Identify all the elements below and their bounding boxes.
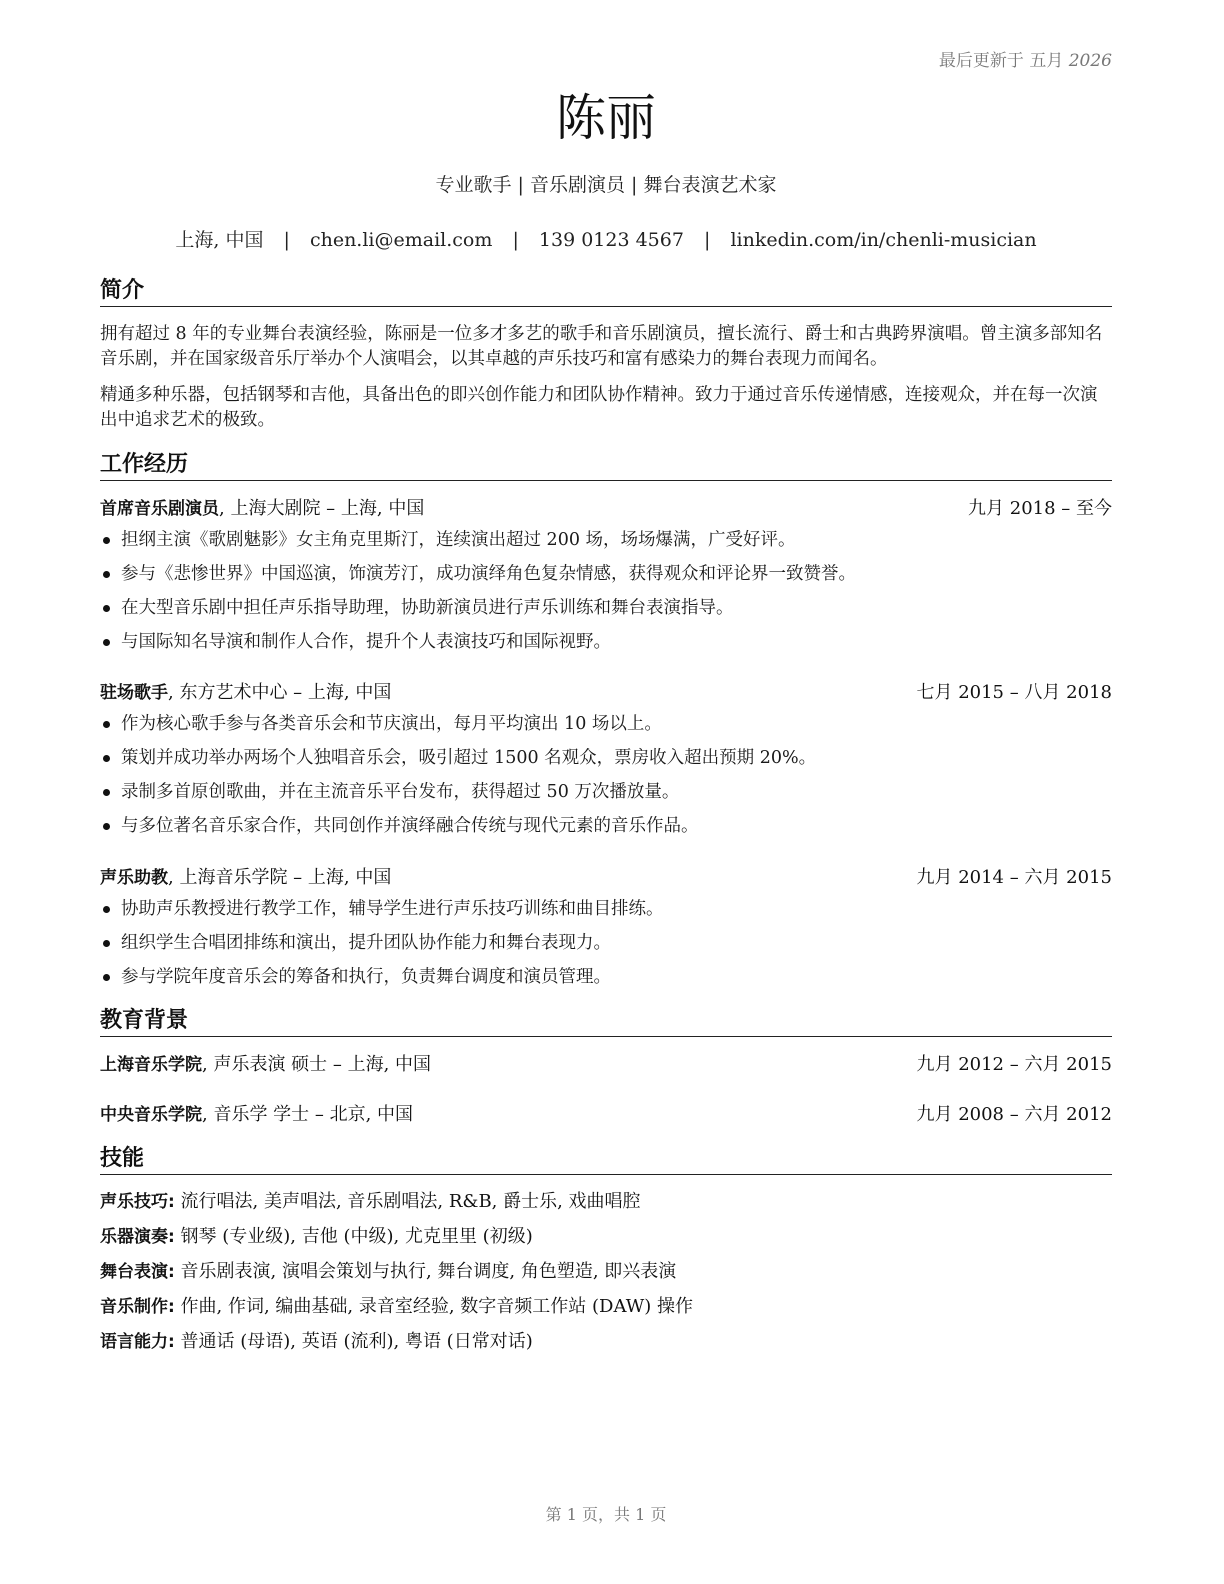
contact-email[interactable]: chen.li@email.com xyxy=(309,229,493,251)
job-header xyxy=(100,680,1112,706)
skill-row xyxy=(100,1292,1112,1322)
school-name: 中央音乐学院 xyxy=(100,1105,202,1125)
skill-row xyxy=(100,1222,1112,1252)
section-title-skills: 技能 xyxy=(100,1145,1112,1175)
job-header xyxy=(100,496,1112,522)
last-updated-prefix: 最后更新于 xyxy=(938,51,1024,71)
skill-category: 音乐制作: xyxy=(100,1297,175,1317)
education-dates: 九月 2008 – 六月 2012 xyxy=(916,1104,1112,1125)
job-header xyxy=(100,865,1112,891)
list-item: 在大型音乐剧中担任声乐指导助理，协助新演员进行声乐训练和舞台表演指导。 xyxy=(100,595,1112,629)
job-org: , 上海大剧院 – 上海, 中国 xyxy=(219,498,425,519)
last-updated-month: 五月 xyxy=(1029,51,1064,71)
contact-phone: 139 0123 4567 xyxy=(538,229,684,251)
skill-category: 乐器演奏: xyxy=(100,1227,175,1247)
contact-separator: | xyxy=(512,229,519,251)
job-dates: 七月 2015 – 八月 2018 xyxy=(916,682,1112,703)
contact-separator: | xyxy=(704,229,711,251)
degree-detail: , 音乐学 学士 – 北京, 中国 xyxy=(202,1104,414,1125)
contact-location: 上海, 中国 xyxy=(175,229,264,251)
skill-items: 音乐剧表演, 演唱会策划与执行, 舞台调度, 角色塑造, 即兴表演 xyxy=(174,1261,677,1282)
list-item: 参与《悲惨世界》中国巡演，饰演芳汀，成功演绎角色复杂情感，获得观众和评论界一致赞誉。 xyxy=(100,561,1112,595)
candidate-name: 陈丽 xyxy=(556,89,656,147)
skill-items: 钢琴 (专业级), 吉他 (中级), 尤克里里 (初级) xyxy=(174,1226,533,1247)
job-bullets xyxy=(100,527,1112,663)
list-item: 作为核心歌手参与各类音乐会和节庆演出，每月平均演出 10 场以上。 xyxy=(100,711,1112,745)
job-dates: 九月 2014 – 六月 2015 xyxy=(916,867,1112,888)
job-role: 驻场歌手 xyxy=(100,683,168,703)
section-title-education: 教育背景 xyxy=(100,1007,1112,1037)
list-item: 协助声乐教授进行教学工作，辅导学生进行声乐技巧训练和曲目排练。 xyxy=(100,896,1112,930)
school-name: 上海音乐学院 xyxy=(100,1055,202,1075)
list-item: 担纲主演《歌剧魅影》女主角克里斯汀，连续演出超过 200 场，场场爆满，广受好评。 xyxy=(100,527,1112,561)
list-item: 与国际知名导演和制作人合作，提升个人表演技巧和国际视野。 xyxy=(100,629,1112,663)
page-footer: 第 1 页，共 1 页 xyxy=(545,1505,667,1524)
job-org: , 东方艺术中心 – 上海, 中国 xyxy=(168,682,392,703)
degree-detail: , 声乐表演 硕士 – 上海, 中国 xyxy=(202,1054,432,1075)
job-dates: 九月 2018 – 至今 xyxy=(968,498,1112,519)
skill-category: 舞台表演: xyxy=(100,1262,175,1282)
contact-separator: | xyxy=(283,229,290,251)
last-updated xyxy=(939,46,1112,71)
job-role: 首席音乐剧演员 xyxy=(100,499,219,519)
education-item xyxy=(100,1102,1112,1128)
list-item: 与多位著名音乐家合作，共同创作并演绎融合传统与现代元素的音乐作品。 xyxy=(100,813,1112,847)
skill-row xyxy=(100,1257,1112,1287)
skill-items: 流行唱法, 美声唱法, 音乐剧唱法, R&B, 爵士乐, 戏曲唱腔 xyxy=(174,1191,641,1212)
list-item: 参与学院年度音乐会的筹备和执行，负责舞台调度和演员管理。 xyxy=(100,964,1112,998)
list-item: 组织学生合唱团排练和演出，提升团队协作能力和舞台表现力。 xyxy=(100,930,1112,964)
job-bullets xyxy=(100,711,1112,847)
education-dates: 九月 2012 – 六月 2015 xyxy=(916,1054,1112,1075)
job-role: 声乐助教 xyxy=(100,868,168,888)
job-bullets xyxy=(100,896,1112,998)
list-item: 录制多首原创歌曲，并在主流音乐平台发布，获得超过 50 万次播放量。 xyxy=(100,779,1112,813)
education-item xyxy=(100,1052,1112,1078)
resume-page xyxy=(100,0,1112,1584)
job-org: , 上海音乐学院 – 上海, 中国 xyxy=(168,867,392,888)
summary-paragraph: 精通多种乐器，包括钢琴和吉他，具备出色的即兴创作能力和团队协作精神。致力于通过音乐传递情感，连接观众，并在每一次演出中追求艺术的极致。 xyxy=(100,385,1098,430)
tagline: 专业歌手 | 音乐剧演员 | 舞台表演艺术家 xyxy=(435,174,777,196)
contact-line xyxy=(100,225,1112,252)
list-item: 策划并成功举办两场个人独唱音乐会，吸引超过 1500 名观众，票房收入超出预期 20%。 xyxy=(100,745,1112,779)
section-title-summary: 简介 xyxy=(100,277,1112,307)
section-title-experience: 工作经历 xyxy=(100,451,1112,481)
skill-items: 作曲, 作词, 编曲基础, 录音室经验, 数字音频工作站 (DAW) 操作 xyxy=(174,1296,693,1317)
skill-row xyxy=(100,1327,1112,1357)
skill-category: 语言能力: xyxy=(100,1332,175,1352)
last-updated-year: 2026 xyxy=(1068,51,1112,71)
contact-linkedin[interactable]: linkedin.com/in/chenli-musician xyxy=(730,229,1037,251)
skill-row xyxy=(100,1187,1112,1217)
skill-category: 声乐技巧: xyxy=(100,1192,175,1212)
summary-paragraph: 拥有超过 8 年的专业舞台表演经验，陈丽是一位多才多艺的歌手和音乐剧演员，擅长流行、爵士和古典跨界演唱。曾主演多部知名音乐剧，并在国家级音乐厅举办个人演唱会，以其卓越的声乐技巧和富有感染力的舞台表现力而闻名。 xyxy=(100,324,1103,369)
skill-items: 普通话 (母语), 英语 (流利), 粤语 (日常对话) xyxy=(174,1331,533,1352)
